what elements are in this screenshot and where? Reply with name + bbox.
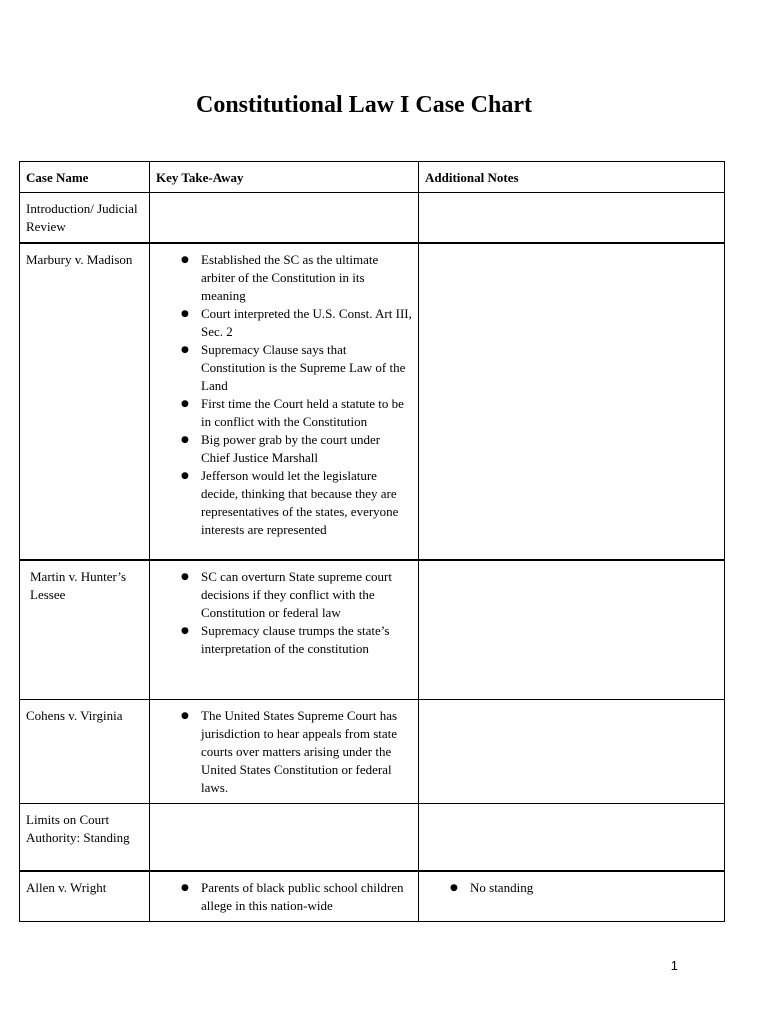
header-additional-notes: Additional Notes bbox=[419, 162, 725, 193]
take-away-cell bbox=[150, 560, 419, 699]
case-name-cell: Marbury v. Madison bbox=[20, 243, 150, 560]
notes-cell bbox=[419, 243, 725, 560]
notes-cell bbox=[419, 193, 725, 244]
take-away-cell bbox=[150, 871, 419, 922]
list-item: ● Big power grab by the court under Chief Justice Marshall bbox=[156, 431, 412, 467]
table-header-row bbox=[20, 162, 725, 193]
case-name-cell: Limits on Court Authority: Standing bbox=[20, 803, 150, 871]
table-row bbox=[20, 871, 725, 922]
case-name-cell: Allen v. Wright bbox=[20, 871, 150, 922]
list-item: ● The United States Supreme Court has jurisdiction to hear appeals from state courts over matters arising under the United States Constitution or federal laws. bbox=[156, 707, 412, 797]
list-item: ● Supremacy Clause says that Constitution is the Supreme Law of the Land bbox=[156, 341, 412, 395]
page-title: Constitutional Law I Case Chart bbox=[195, 92, 533, 118]
list-item: ● First time the Court held a statute to be in conflict with the Constitution bbox=[156, 395, 412, 431]
take-away-cell bbox=[150, 193, 419, 244]
table-row bbox=[20, 803, 725, 871]
list-item: ● Established the SC as the ultimate arbiter of the Constitution in its meaning bbox=[156, 251, 412, 305]
take-away-list bbox=[156, 251, 412, 539]
notes-cell bbox=[419, 871, 725, 922]
table-row bbox=[20, 699, 725, 803]
list-item: ● Jefferson would let the legislature decide, thinking that because they are representatives of the states, everyone interests are represented bbox=[156, 467, 412, 539]
case-name-cell: Introduction/ Judicial Review bbox=[20, 193, 150, 244]
table-row bbox=[20, 193, 725, 244]
header-key-take-away: Key Take-Away bbox=[150, 162, 419, 193]
list-item: ● No standing bbox=[425, 879, 718, 897]
list-item: ● Parents of black public school children allege in this nation-wide bbox=[156, 879, 412, 915]
case-name-cell: Cohens v. Virginia bbox=[20, 699, 150, 803]
take-away-cell bbox=[150, 699, 419, 803]
notes-list bbox=[425, 879, 718, 897]
table-row bbox=[20, 560, 725, 699]
table-row bbox=[20, 243, 725, 560]
notes-cell bbox=[419, 560, 725, 699]
case-name-cell: Martin v. Hunter’s Lessee bbox=[20, 560, 150, 699]
take-away-cell bbox=[150, 803, 419, 871]
list-item: ● Court interpreted the U.S. Const. Art III, Sec. 2 bbox=[156, 305, 412, 341]
case-chart-table bbox=[19, 161, 725, 922]
notes-cell bbox=[419, 699, 725, 803]
take-away-cell bbox=[150, 243, 419, 560]
header-case-name: Case Name bbox=[20, 162, 150, 193]
notes-cell bbox=[419, 803, 725, 871]
take-away-list bbox=[156, 879, 412, 915]
list-item: ● Supremacy clause trumps the state’s interpretation of the constitution bbox=[156, 622, 412, 658]
take-away-list bbox=[156, 568, 412, 658]
list-item: ● SC can overturn State supreme court decisions if they conflict with the Constitution or federal law bbox=[156, 568, 412, 622]
page-number: 1 bbox=[670, 958, 678, 973]
take-away-list bbox=[156, 707, 412, 797]
